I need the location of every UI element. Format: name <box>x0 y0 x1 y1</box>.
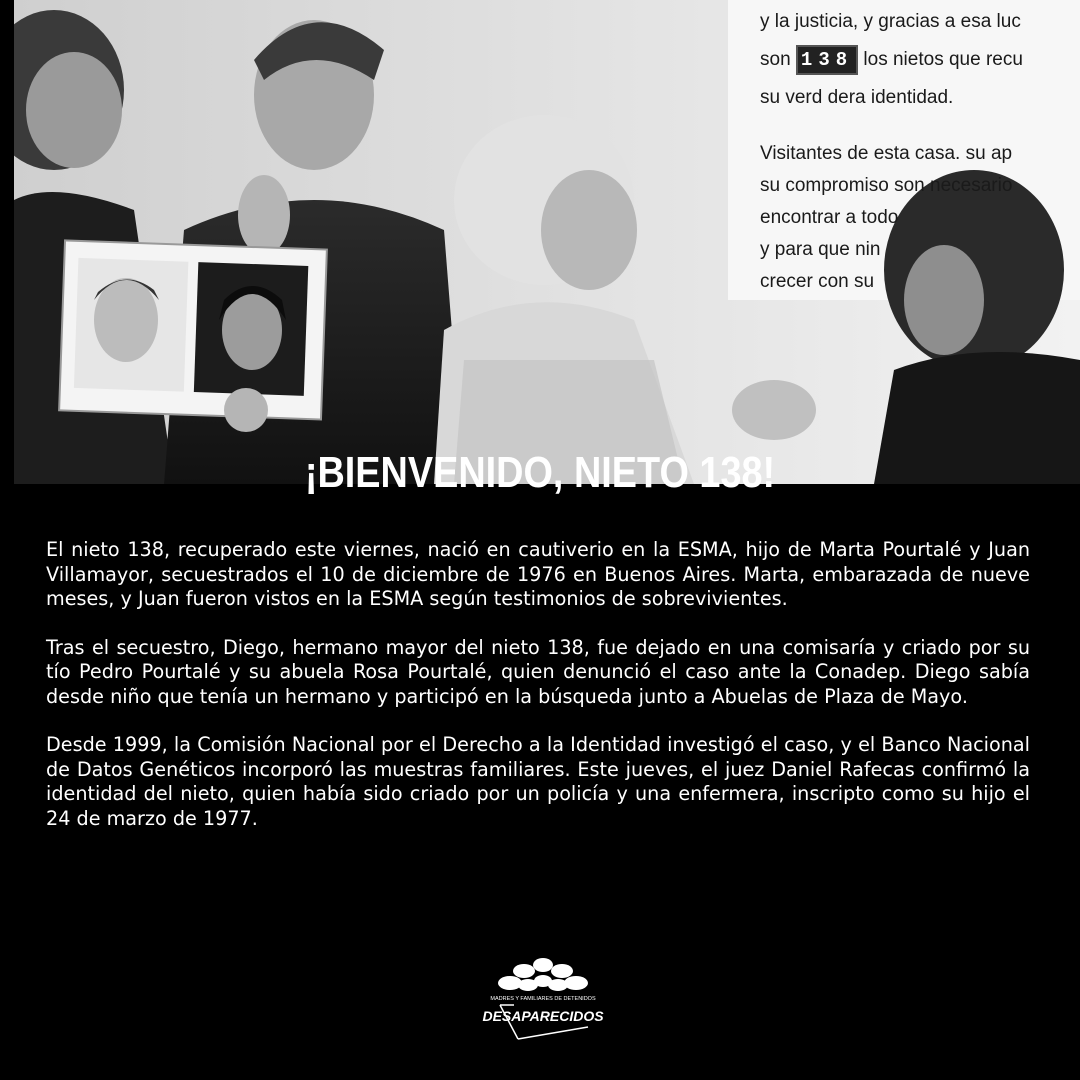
page-title: ¡BIENVENIDO, NIETO 138! <box>304 448 776 497</box>
grandchild-counter: 138 <box>796 45 858 75</box>
wall-line: encontrar a todo <box>760 207 899 228</box>
wall-sign <box>742 0 1080 300</box>
header-photo <box>14 0 1080 484</box>
organization-logo <box>478 955 608 1045</box>
wall-line: su compromiso son necesario <box>760 175 1013 196</box>
logo-arc-text: MADRES Y FAMILIARES DE DETENIDOS <box>490 996 596 1002</box>
logo-name: DESAPARECIDOS <box>482 1008 604 1024</box>
wall-line: y la justicia, y gracias a esa luc <box>760 11 1021 32</box>
wall-line-suffix: los nietos que recu <box>863 49 1023 70</box>
flower-logo-icon <box>478 955 608 1045</box>
wall-line: y para que nin <box>760 239 881 260</box>
paragraph: Desde 1999, la Comisión Nacional por el Derecho a la Identidad investigó el caso, y el Banco Nacional de Datos Genéticos incorporó las muestras familiares. Este jueves, el juez Daniel Rafecas confirmó la identidad del nieto, quien había sido criado por un policía y una enfermera, inscripto como su hijo el 24 de marzo de 1977. <box>46 733 1030 830</box>
wall-line <box>760 44 1023 76</box>
article-body <box>46 538 1030 855</box>
paragraph: El nieto 138, recuperado este viernes, nació en cautiverio en la ESMA, hijo de Marta Pourtalé y Juan Villamayor, secuestrados el 10 de diciembre de 1976 en Buenos Aires. Marta, embarazada de nueve meses, y Juan fueron vistos en la ESMA según testimonios de sobrevivientes. <box>46 538 1030 610</box>
paragraph: Tras el secuestro, Diego, hermano mayor del nieto 138, fue dejado en una comisaría y criado por su tío Pedro Pourtalé y su abuela Rosa Pourtalé, quien denunció el caso ante la Conadep. Diego sabía desde niño que tenía un hermano y participó en la búsqueda junto a Abuelas de Plaza de Mayo. <box>46 635 1030 708</box>
wall-line: su verd dera identidad. <box>760 87 954 108</box>
wall-line-prefix: son <box>760 49 791 70</box>
wall-line: crecer con su <box>760 271 875 292</box>
wall-line: Visitantes de esta casa. su ap <box>760 143 1013 164</box>
